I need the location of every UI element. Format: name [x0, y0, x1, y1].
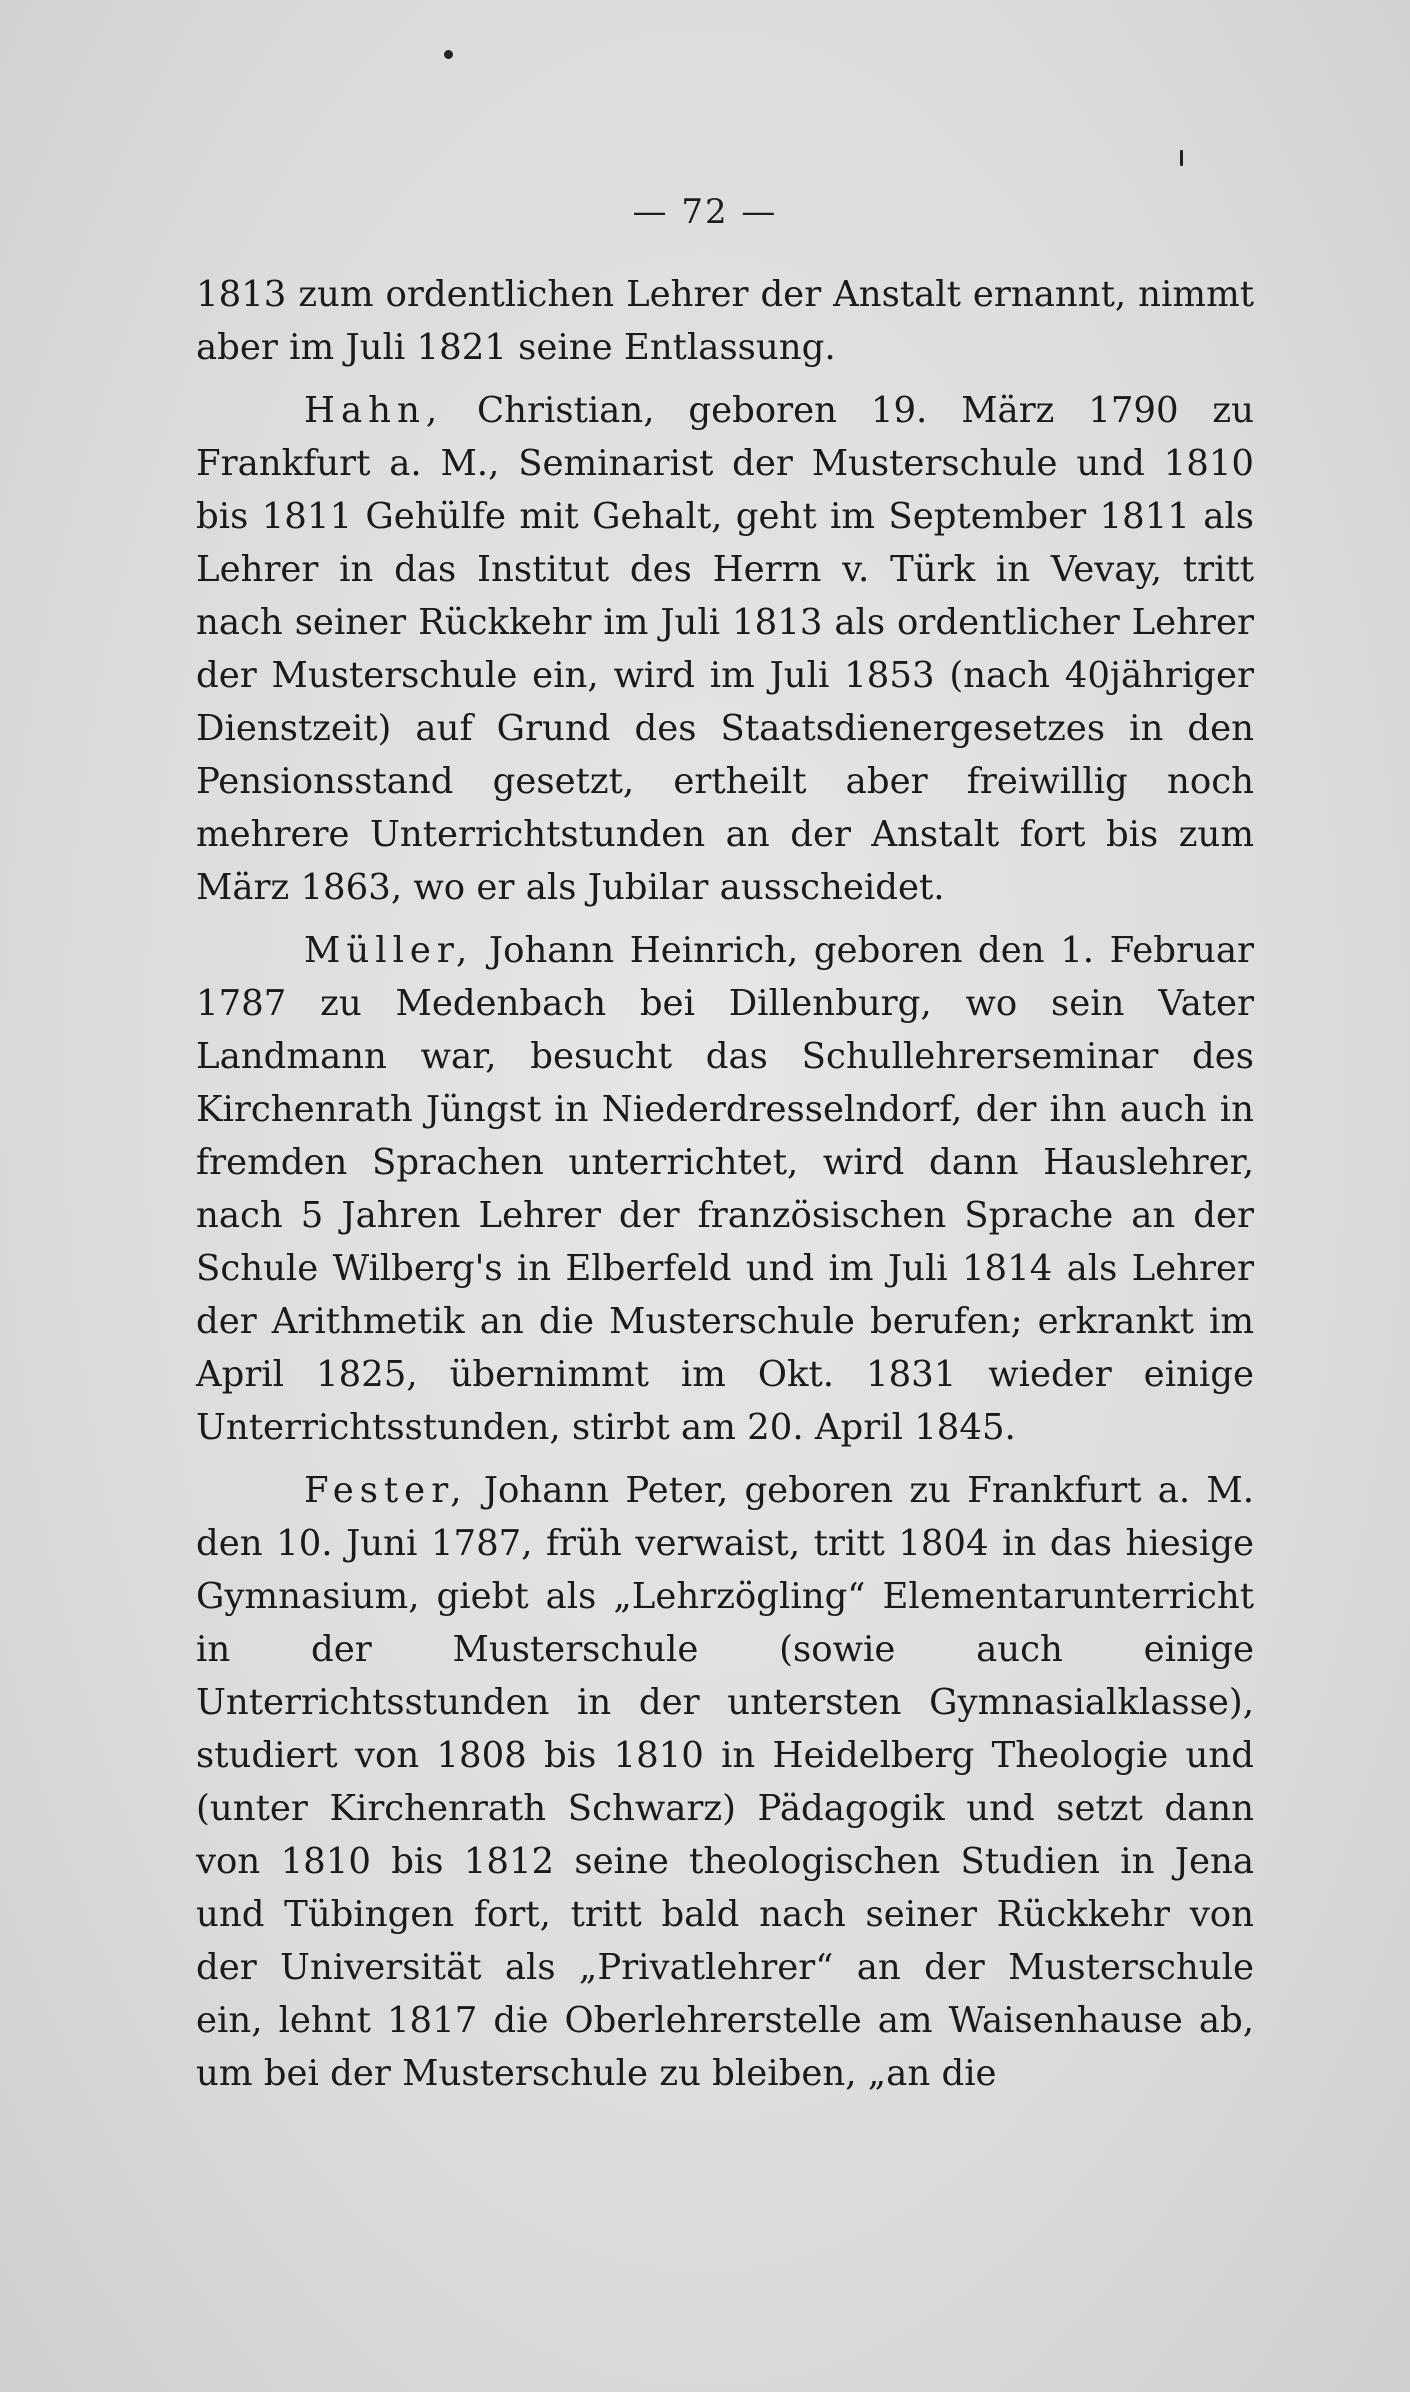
page-number: — 72 — — [632, 192, 778, 232]
person-name: Fester, — [304, 1470, 468, 1511]
paragraph-text: Johann Peter, geboren zu Frankfurt a. M. den 10. Juni 1787, früh verwaist, tritt 1804 in das hiesige Gymnasium, giebt als „Lehrzögling“ Elementarunterricht in der Musterschule (sowie auch einige Unterrichtsstunden in der untersten Gymnasialklasse), studiert von 1808 bis 1810 in Heidelberg Theologie und (unter Kirchenrath Schwarz) Pädagogik und setzt dann von 1810 bis 1812 seine theologischen Studien in Jena und Tübingen fort, tritt bald nach seiner Rückkehr von der Universität als „Privatlehrer“ an der Musterschule ein, lehnt 1817 die Oberlehrerstelle am Waisenhause ab, um bei der Musterschule zu bleiben, „an die — [196, 1470, 1254, 2094]
paragraph-text: Johann Heinrich, geboren den 1. Februar 1787 zu Medenbach bei Dillenburg, wo sein Vater Landmann war, besucht das Schullehrerseminar des Kirchenrath Jüngst in Niederdresselndorf, der ihn auch in fremden Sprachen unterrichtet, wird dann Hauslehrer, nach 5 Jahren Lehrer der französischen Sprache an der Schule Wilberg's in Elberfeld und im Juli 1814 als Lehrer der Arithmetik an die Musterschule berufen; erkrankt im April 1825, übernimmt im Okt. 1831 wieder einige Unterrichtsstunden, stirbt am 20. April 1845. — [196, 930, 1254, 1448]
body-text — [196, 268, 1254, 2110]
paragraph-continuation — [196, 268, 1254, 374]
paragraph-text: Christian, geboren 19. März 1790 zu Frankfurt a. M., Seminarist der Musterschule und 1810 bis 1811 Gehülfe mit Gehalt, geht im September 1811 als Lehrer in das Institut des Herrn v. Türk in Vevay, tritt nach seiner Rückkehr im Juli 1813 als ordentlicher Lehrer der Musterschule ein, wird im Juli 1853 (nach 40jähriger Dienstzeit) auf Grund des Staatsdienergesetzes in den Pensionsstand gesetzt, ertheilt aber freiwillig noch mehrere Unterrichtstunden an der Anstalt fort bis zum März 1863, wo er als Jubilar ausscheidet. — [196, 390, 1254, 908]
paragraph-fester — [196, 1464, 1254, 2100]
paragraph-mueller — [196, 924, 1254, 1454]
paragraph-hahn — [196, 384, 1254, 914]
ink-speck — [444, 50, 453, 59]
person-name: Hahn, — [304, 390, 444, 431]
paragraph-text: 1813 zum ordentlichen Lehrer der Anstalt ernannt, nimmt aber im Juli 1821 seine Entlassung. — [196, 274, 1254, 368]
ink-speck — [1180, 150, 1183, 166]
person-name: Müller, — [304, 930, 474, 971]
